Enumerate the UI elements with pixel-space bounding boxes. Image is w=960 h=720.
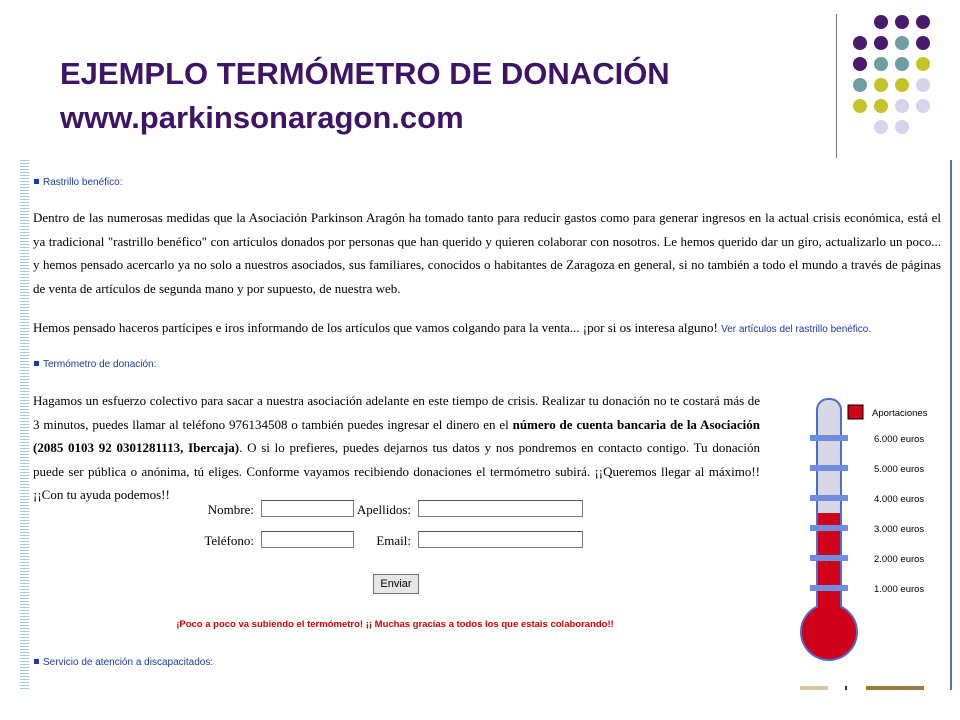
decorative-dot xyxy=(874,78,888,92)
thermometer-scale-label: 6.000 euros xyxy=(874,434,925,445)
right-border xyxy=(950,160,952,690)
thermometer-scale-label: 4.000 euros xyxy=(874,494,925,505)
thanks-message: ¡Poco a poco va subiendo el termómetro! ¡¡ Muchas gracias a todos los que estais colaborando!! xyxy=(176,619,614,630)
decorative-dot xyxy=(853,57,867,71)
decorative-dot xyxy=(874,99,888,113)
thermometer-scale-label: 3.000 euros xyxy=(874,524,925,535)
decorative-dot xyxy=(853,99,867,113)
apellidos-label: Apellidos: xyxy=(356,502,411,517)
website-screenshot xyxy=(20,160,952,690)
donation-text-end: . O si lo prefieres, puedes dejarnos tus datos y nos pondremos en contacto contigo. Tu donación puede ser pública o anónima, tú eliges. Conforme vayamos recibiendo donaciones el termómetro subirá. ¡¡Queremos llegar al máximo!! ¡¡Con tu ayuda podemos!! xyxy=(33,440,761,502)
decorative-dot xyxy=(874,36,888,50)
submit-button[interactable]: Enviar xyxy=(373,574,419,594)
email-input[interactable] xyxy=(418,531,583,548)
decorative-dot xyxy=(874,15,888,29)
slide-title xyxy=(60,52,820,140)
decorative-dot xyxy=(916,15,930,29)
thermometer-tick xyxy=(810,435,848,441)
decorative-dot xyxy=(853,36,867,50)
thermometer-bulb xyxy=(802,605,856,659)
section-heading-termometro[interactable]: Termómetro de donación: xyxy=(34,359,156,370)
section-heading-rastrillo[interactable]: Rastrillo benéfico: xyxy=(34,177,122,188)
rastrillo-invite-text: Hemos pensado haceros partícipes e iros informando de los artículos que vamos colgando para la venta... ¡por si os interesa alguno! xyxy=(33,320,718,335)
decorative-dot xyxy=(895,99,909,113)
decorative-dot xyxy=(895,78,909,92)
rastrillo-invite xyxy=(33,316,941,342)
slide-title-url: www.parkinsonaragon.com xyxy=(60,100,464,135)
decorative-dot xyxy=(916,99,930,113)
decorative-dot xyxy=(916,78,930,92)
decorative-dot xyxy=(895,57,909,71)
rastrillo-paragraph: Dentro de las numerosas medidas que la Asociación Parkinson Aragón ha tomado tanto para reducir gastos como para generar ingresos en la actual crisis económica, está el ya tradicional "rastrillo benéfico" con artículos donados por personas que han querido y quieren colaborar con nosotros. Le hemos querido dar un giro, actualizarlo un poco... y hemos pensado acercarlo ya no solo a nuestros asociados, sus familiares, conocidos o habitantes de Zaragoza en general, si no también a todo el mundo a través de páginas de venta de artículos de segunda mano y por supuesto, de nuestra web. xyxy=(33,210,941,296)
decorative-divider xyxy=(836,14,837,158)
thermometer-tick xyxy=(810,465,848,471)
slide-title-line1: EJEMPLO TERMÓMETRO DE DONACIÓN xyxy=(60,56,670,91)
thermometer-scale-label: 2.000 euros xyxy=(874,554,925,565)
telefono-label: Teléfono: xyxy=(204,533,254,548)
rastrillo-articles-link[interactable]: Ver artículos del rastrillo benéfico. xyxy=(721,324,872,335)
legend-swatch xyxy=(848,405,863,419)
thermometer-tick xyxy=(810,495,848,501)
donation-text-start: Hagamos un esfuerzo colectivo para sacar a nuestra asociación adelante en este tiempo de crisis. Realizar tu donación no te costará más de 3 minutos, puedes llamar al teléfono 976134508 o también puedes ingresar el dinero en el xyxy=(33,393,760,432)
donation-thermometer xyxy=(780,394,950,690)
decorative-dot xyxy=(895,15,909,29)
decorative-dots xyxy=(850,12,960,162)
apellidos-input[interactable] xyxy=(418,500,583,517)
nombre-label: Nombre: xyxy=(207,502,254,517)
bottom-fragment-right xyxy=(866,686,924,690)
section-heading-discapacitados[interactable]: Servicio de atención a discapacitados: xyxy=(34,657,213,668)
decorative-dot xyxy=(916,36,930,50)
decorative-dot xyxy=(895,120,909,134)
thermometer-scale-label: 1.000 euros xyxy=(874,584,925,595)
decorative-dot xyxy=(895,36,909,50)
thermometer-tick xyxy=(810,585,848,591)
legend-label: Aportaciones xyxy=(872,408,928,419)
decorative-dot xyxy=(874,120,888,134)
bottom-fragment-left xyxy=(800,686,828,690)
donation-paragraph xyxy=(33,389,760,507)
decorative-dot xyxy=(853,78,867,92)
left-border-stripe xyxy=(20,160,29,690)
decorative-dot xyxy=(874,57,888,71)
bank-account-text: número de cuenta bancaria de la Asociación (2085 0103 92 0301281113, Ibercaja) xyxy=(33,416,760,455)
decorative-dot xyxy=(916,57,930,71)
thermometer-scale-label: 5.000 euros xyxy=(874,464,925,475)
thermometer-tick xyxy=(810,525,848,531)
bottom-fragment-mark xyxy=(845,686,847,690)
thermometer-tick xyxy=(810,555,848,561)
email-label: Email: xyxy=(376,533,411,548)
